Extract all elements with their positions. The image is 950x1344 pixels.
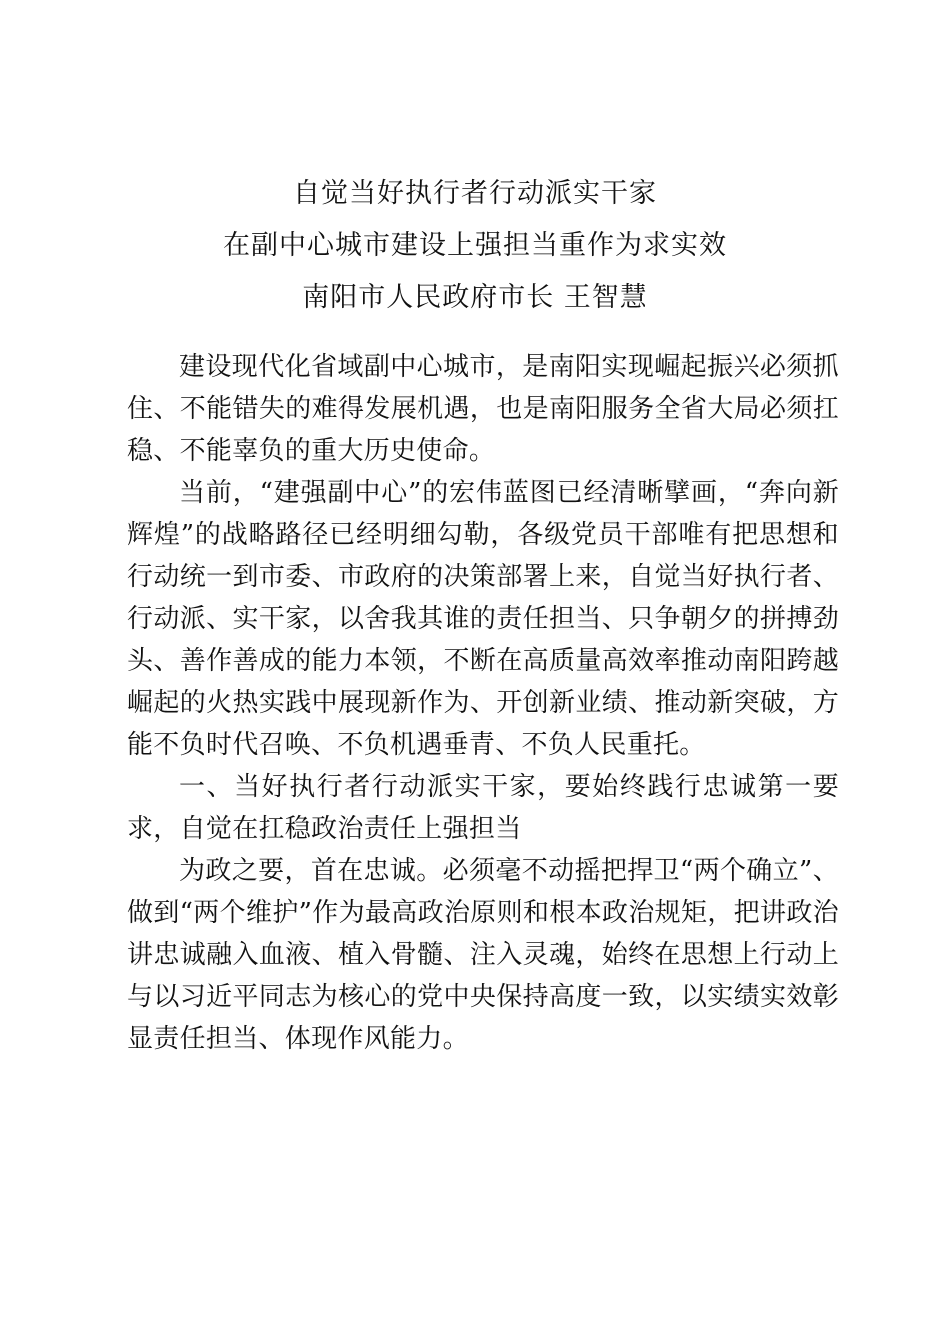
document-title: 自觉当好执行者行动派实干家 [293, 178, 657, 209]
body-text [127, 346, 839, 1060]
author-line: 南阳市人民政府市长 王智慧 [302, 282, 648, 313]
title-block [0, 168, 950, 324]
paragraph-loyalty: 为政之要，首在忠诚。必须毫不动摇把捍卫“两个确立”、做到“两个维护”作为最高政治原则和根本政治规矩，把讲政治讲忠诚融入血液、植入骨髓、注入灵魂，始终在思想上行动上与以习近平同志为核心的党中央保持高度一致，以实绩实效彰显责任担当、体现作风能力。 [127, 856, 839, 1054]
paragraph-intro: 建设现代化省域副中心城市，是南阳实现崛起振兴必须抓住、不能错失的难得发展机遇，也是南阳服务全省大局必须扛稳、不能辜负的重大历史使命。 [127, 352, 839, 466]
paragraph-current: 当前，“建强副中心”的宏伟蓝图已经清晰擘画，“奔向新辉煌”的战略路径已经明细勾勒，各级党员干部唯有把思想和行动统一到市委、市政府的决策部署上来，自觉当好执行者、行动派、实干家，以舍我其谁的责任担当、只争朝夕的拼搏劲头、善作善成的能力本领，不断在高质量高效率推动南阳跨越崛起的火热实践中展现新作为、开创新业绩、推动新突破，方能不负时代召唤、不负机遇垂青、不负人民重托。 [127, 478, 839, 760]
document-subtitle: 在副中心城市建设上强担当重作为求实效 [223, 230, 727, 261]
section-heading-1: 一、当好执行者行动派实干家，要始终践行忠诚第一要求，自觉在扛稳政治责任上强担当 [127, 772, 839, 844]
